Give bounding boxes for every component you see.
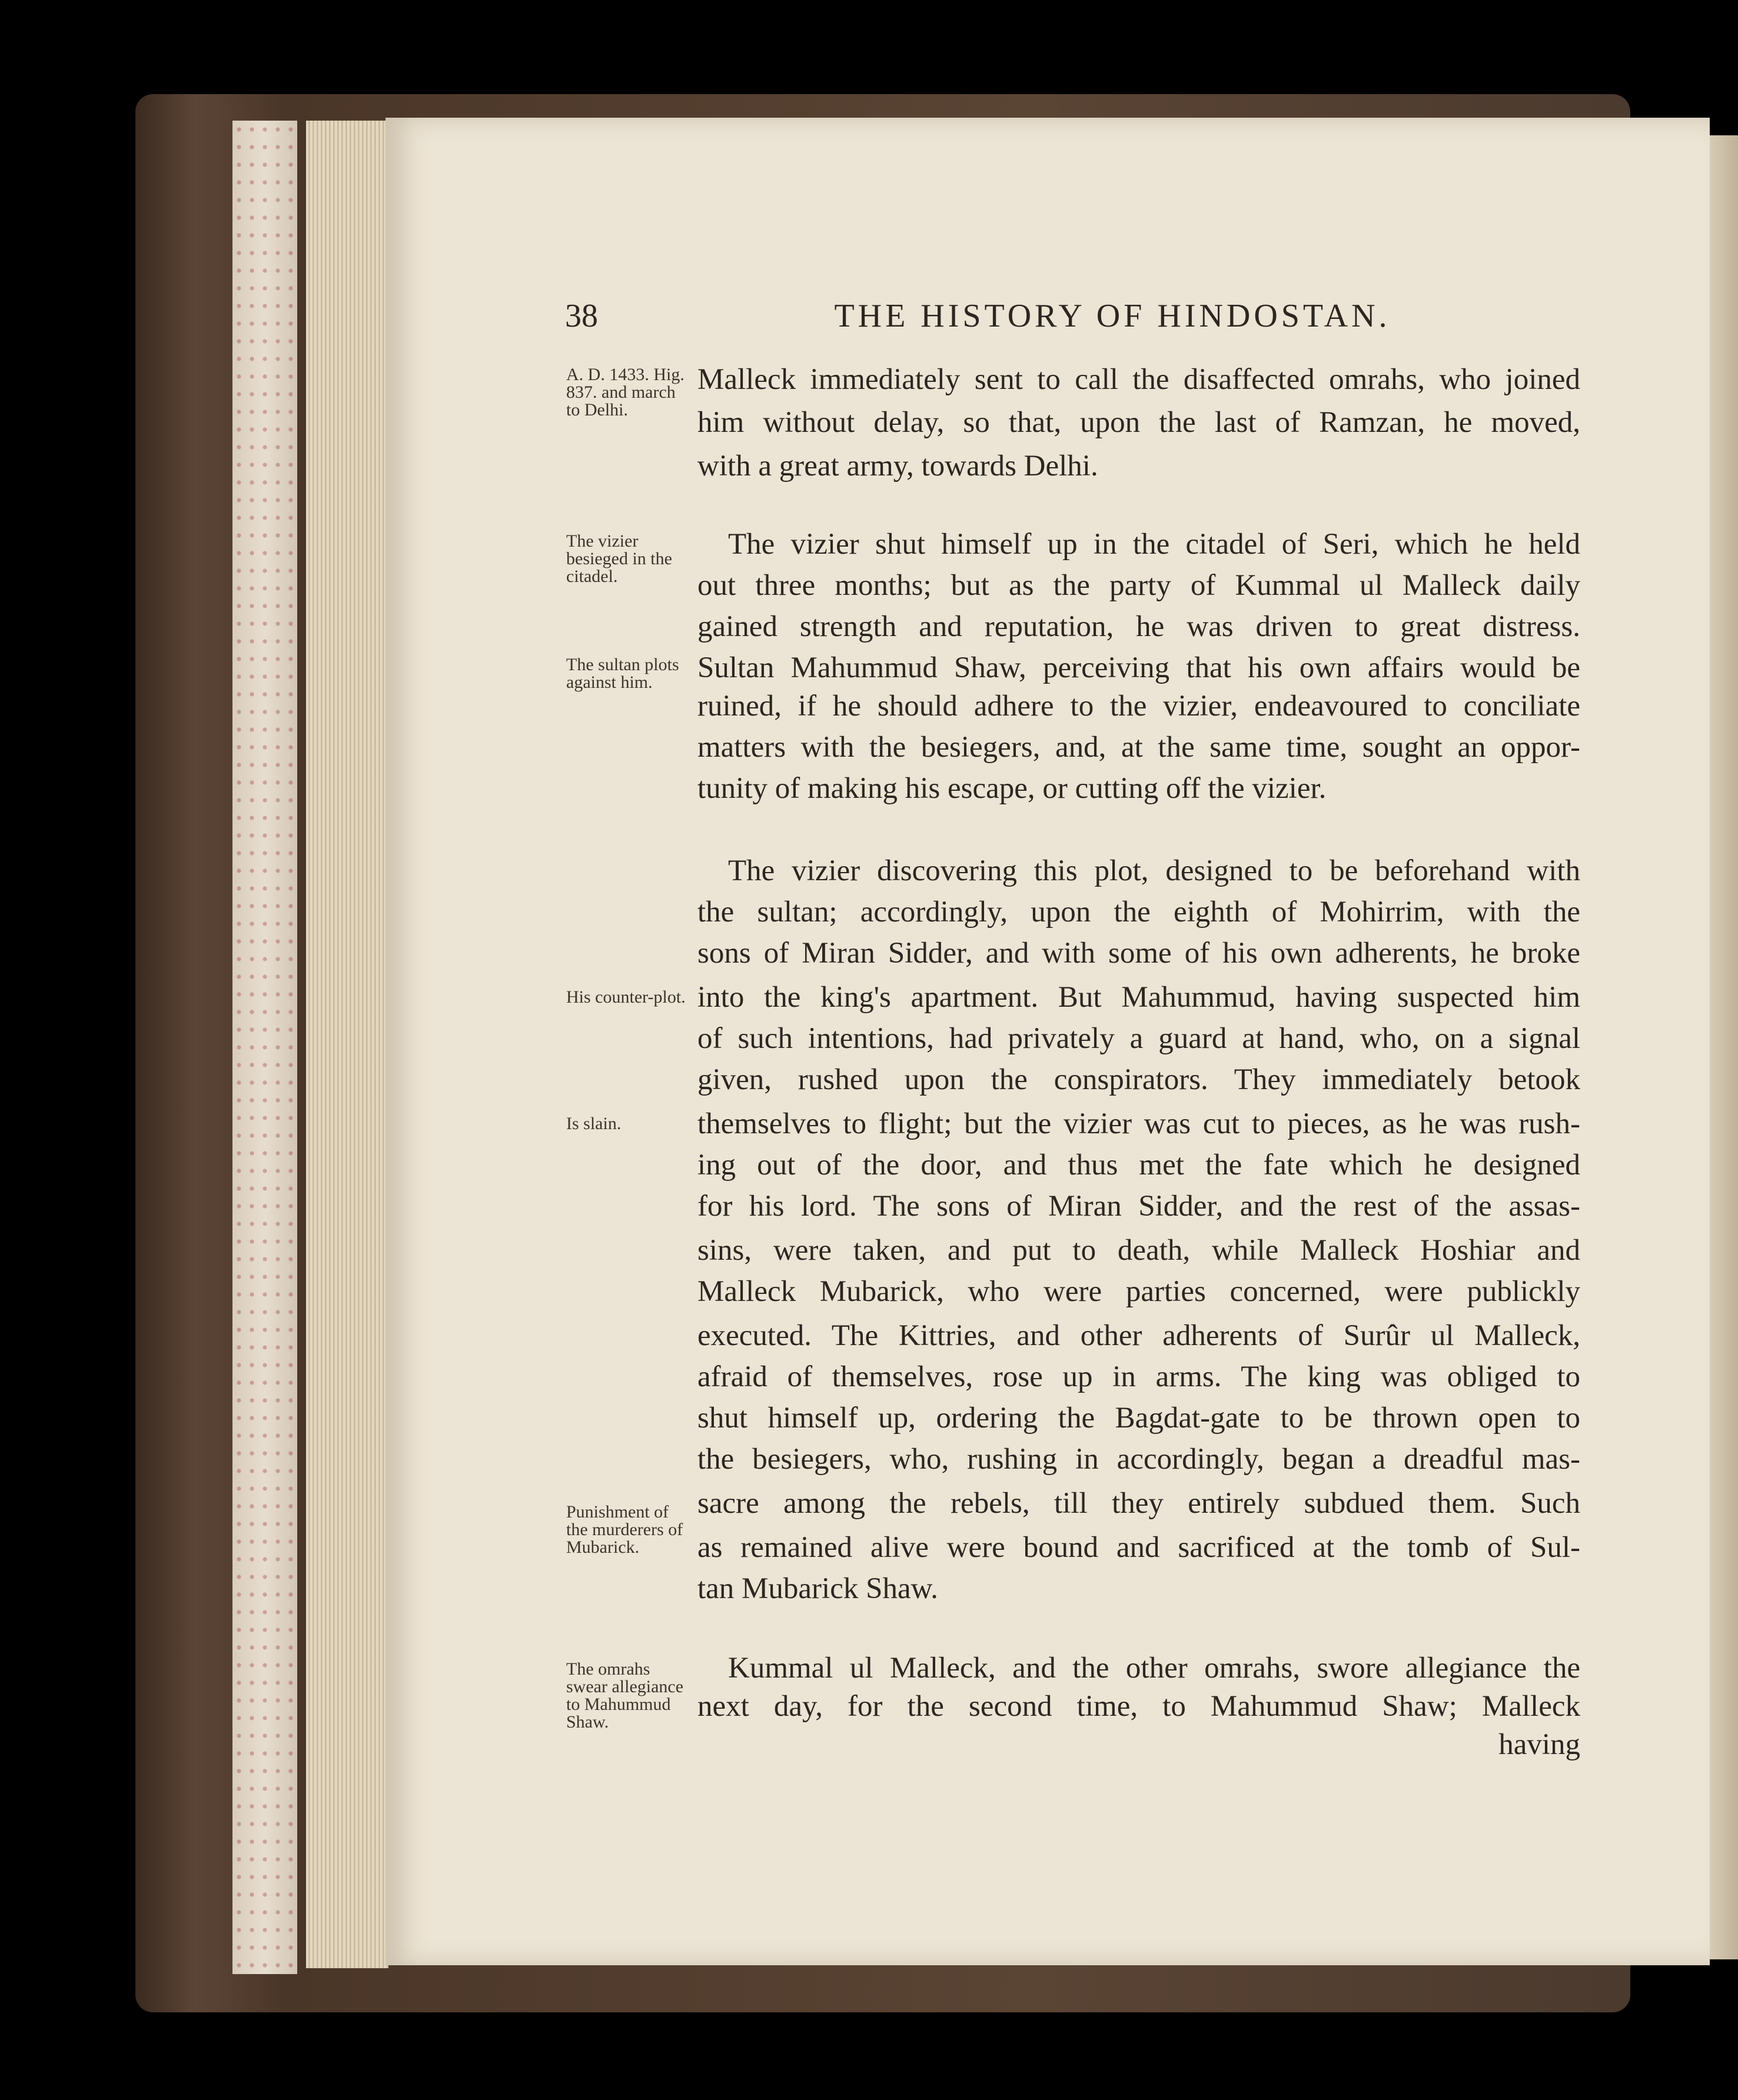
side-note-omrahs-swear: The omrahs swear allegiance to Mahummud Shaw.	[566, 1659, 684, 1732]
text-line: the besiegers, who, rushing in accordingly, began a dreadful mas-	[697, 1443, 1580, 1476]
text-line: as remained alive were bound and sacrificed at the tomb of Sul-	[697, 1531, 1580, 1564]
text-line: into the king's apartment. But Mahummud, having suspected him	[697, 981, 1580, 1014]
text-line: with a great army, towards Delhi.	[697, 450, 1098, 482]
page-edges	[306, 121, 388, 1968]
catchword: having	[1498, 1728, 1580, 1761]
text-line: tunity of making his escape, or cutting off the vizier.	[697, 772, 1327, 805]
page-header	[565, 297, 1571, 338]
text-line: of such intentions, had privately a guard at hand, who, on a signal	[697, 1022, 1580, 1055]
text-line: The vizier shut himself up in the citadel of Seri, which he held	[728, 528, 1580, 561]
text-line: Sultan Mahummud Shaw, perceiving that his own affairs would be	[697, 651, 1580, 684]
side-note-counter-plot: His counter-plot.	[566, 987, 686, 1007]
text-line: executed. The Kittries, and other adherents of Surûr ul Malleck,	[697, 1319, 1580, 1352]
text-line: sins, were taken, and put to death, while Malleck Hoshiar and	[697, 1234, 1580, 1267]
text-line: Malleck Mubarick, who were parties concerned, were publickly	[697, 1275, 1580, 1308]
side-note-punishment: Punishment of the murderers of Mubarick.	[566, 1502, 683, 1557]
side-note-slain: Is slain.	[566, 1114, 622, 1133]
text-line: themselves to flight; but the vizier was cut to pieces, as he was rush-	[697, 1107, 1580, 1140]
running-title: THE HISTORY OF HINDOSTAN.	[834, 298, 1391, 334]
text-line: matters with the besiegers, and, at the same time, sought an oppor-	[697, 731, 1580, 764]
page-number: 38	[565, 298, 598, 334]
marbled-endpaper	[232, 121, 297, 1974]
side-note-vizier-besieged: The vizier besieged in the citadel.	[566, 531, 672, 586]
text-line: Malleck immediately sent to call the disaffected omrahs, who joined	[697, 363, 1580, 396]
text-line: The vizier discovering this plot, designed to be beforehand with	[728, 854, 1580, 887]
text-line: next day, for the second time, to Mahummud Shaw; Malleck	[697, 1690, 1580, 1723]
text-line: Kummal ul Malleck, and the other omrahs, swore allegiance the	[728, 1652, 1580, 1685]
text-line: for his lord. The sons of Miran Sidder, and the rest of the assas-	[697, 1190, 1580, 1223]
side-note-date: A. D. 1433. Hig. 837. and march to Delhi.	[566, 365, 684, 420]
marbled-pattern	[232, 121, 297, 1974]
text-line: him without delay, so that, upon the last of Ramzan, he moved,	[697, 406, 1580, 439]
text-line: given, rushed upon the conspirators. They immediately betook	[697, 1063, 1580, 1096]
text-line: afraid of themselves, rose up in arms. The king was obliged to	[697, 1360, 1580, 1393]
text-line: tan Mubarick Shaw.	[697, 1572, 938, 1605]
side-note-sultan-plots: The sultan plots against him.	[566, 655, 679, 692]
text-line: gained strength and reputation, he was driven to great distress.	[697, 610, 1580, 643]
text-line: sacre among the rebels, till they entirely subdued them. Such	[697, 1487, 1580, 1520]
facing-page-edge	[1710, 135, 1738, 1959]
text-line: shut himself up, ordering the Bagdat-gate to be thrown open to	[697, 1402, 1580, 1435]
text-line: out three months; but as the party of Kummal ul Malleck daily	[697, 569, 1580, 602]
text-line: ruined, if he should adhere to the vizier, endeavoured to conciliate	[697, 690, 1580, 723]
text-line: sons of Miran Sidder, and with some of his own adherents, he broke	[697, 937, 1580, 970]
text-line: the sultan; accordingly, upon the eighth of Mohirrim, with the	[697, 896, 1580, 928]
text-line: ing out of the door, and thus met the fate which he designed	[697, 1149, 1580, 1182]
